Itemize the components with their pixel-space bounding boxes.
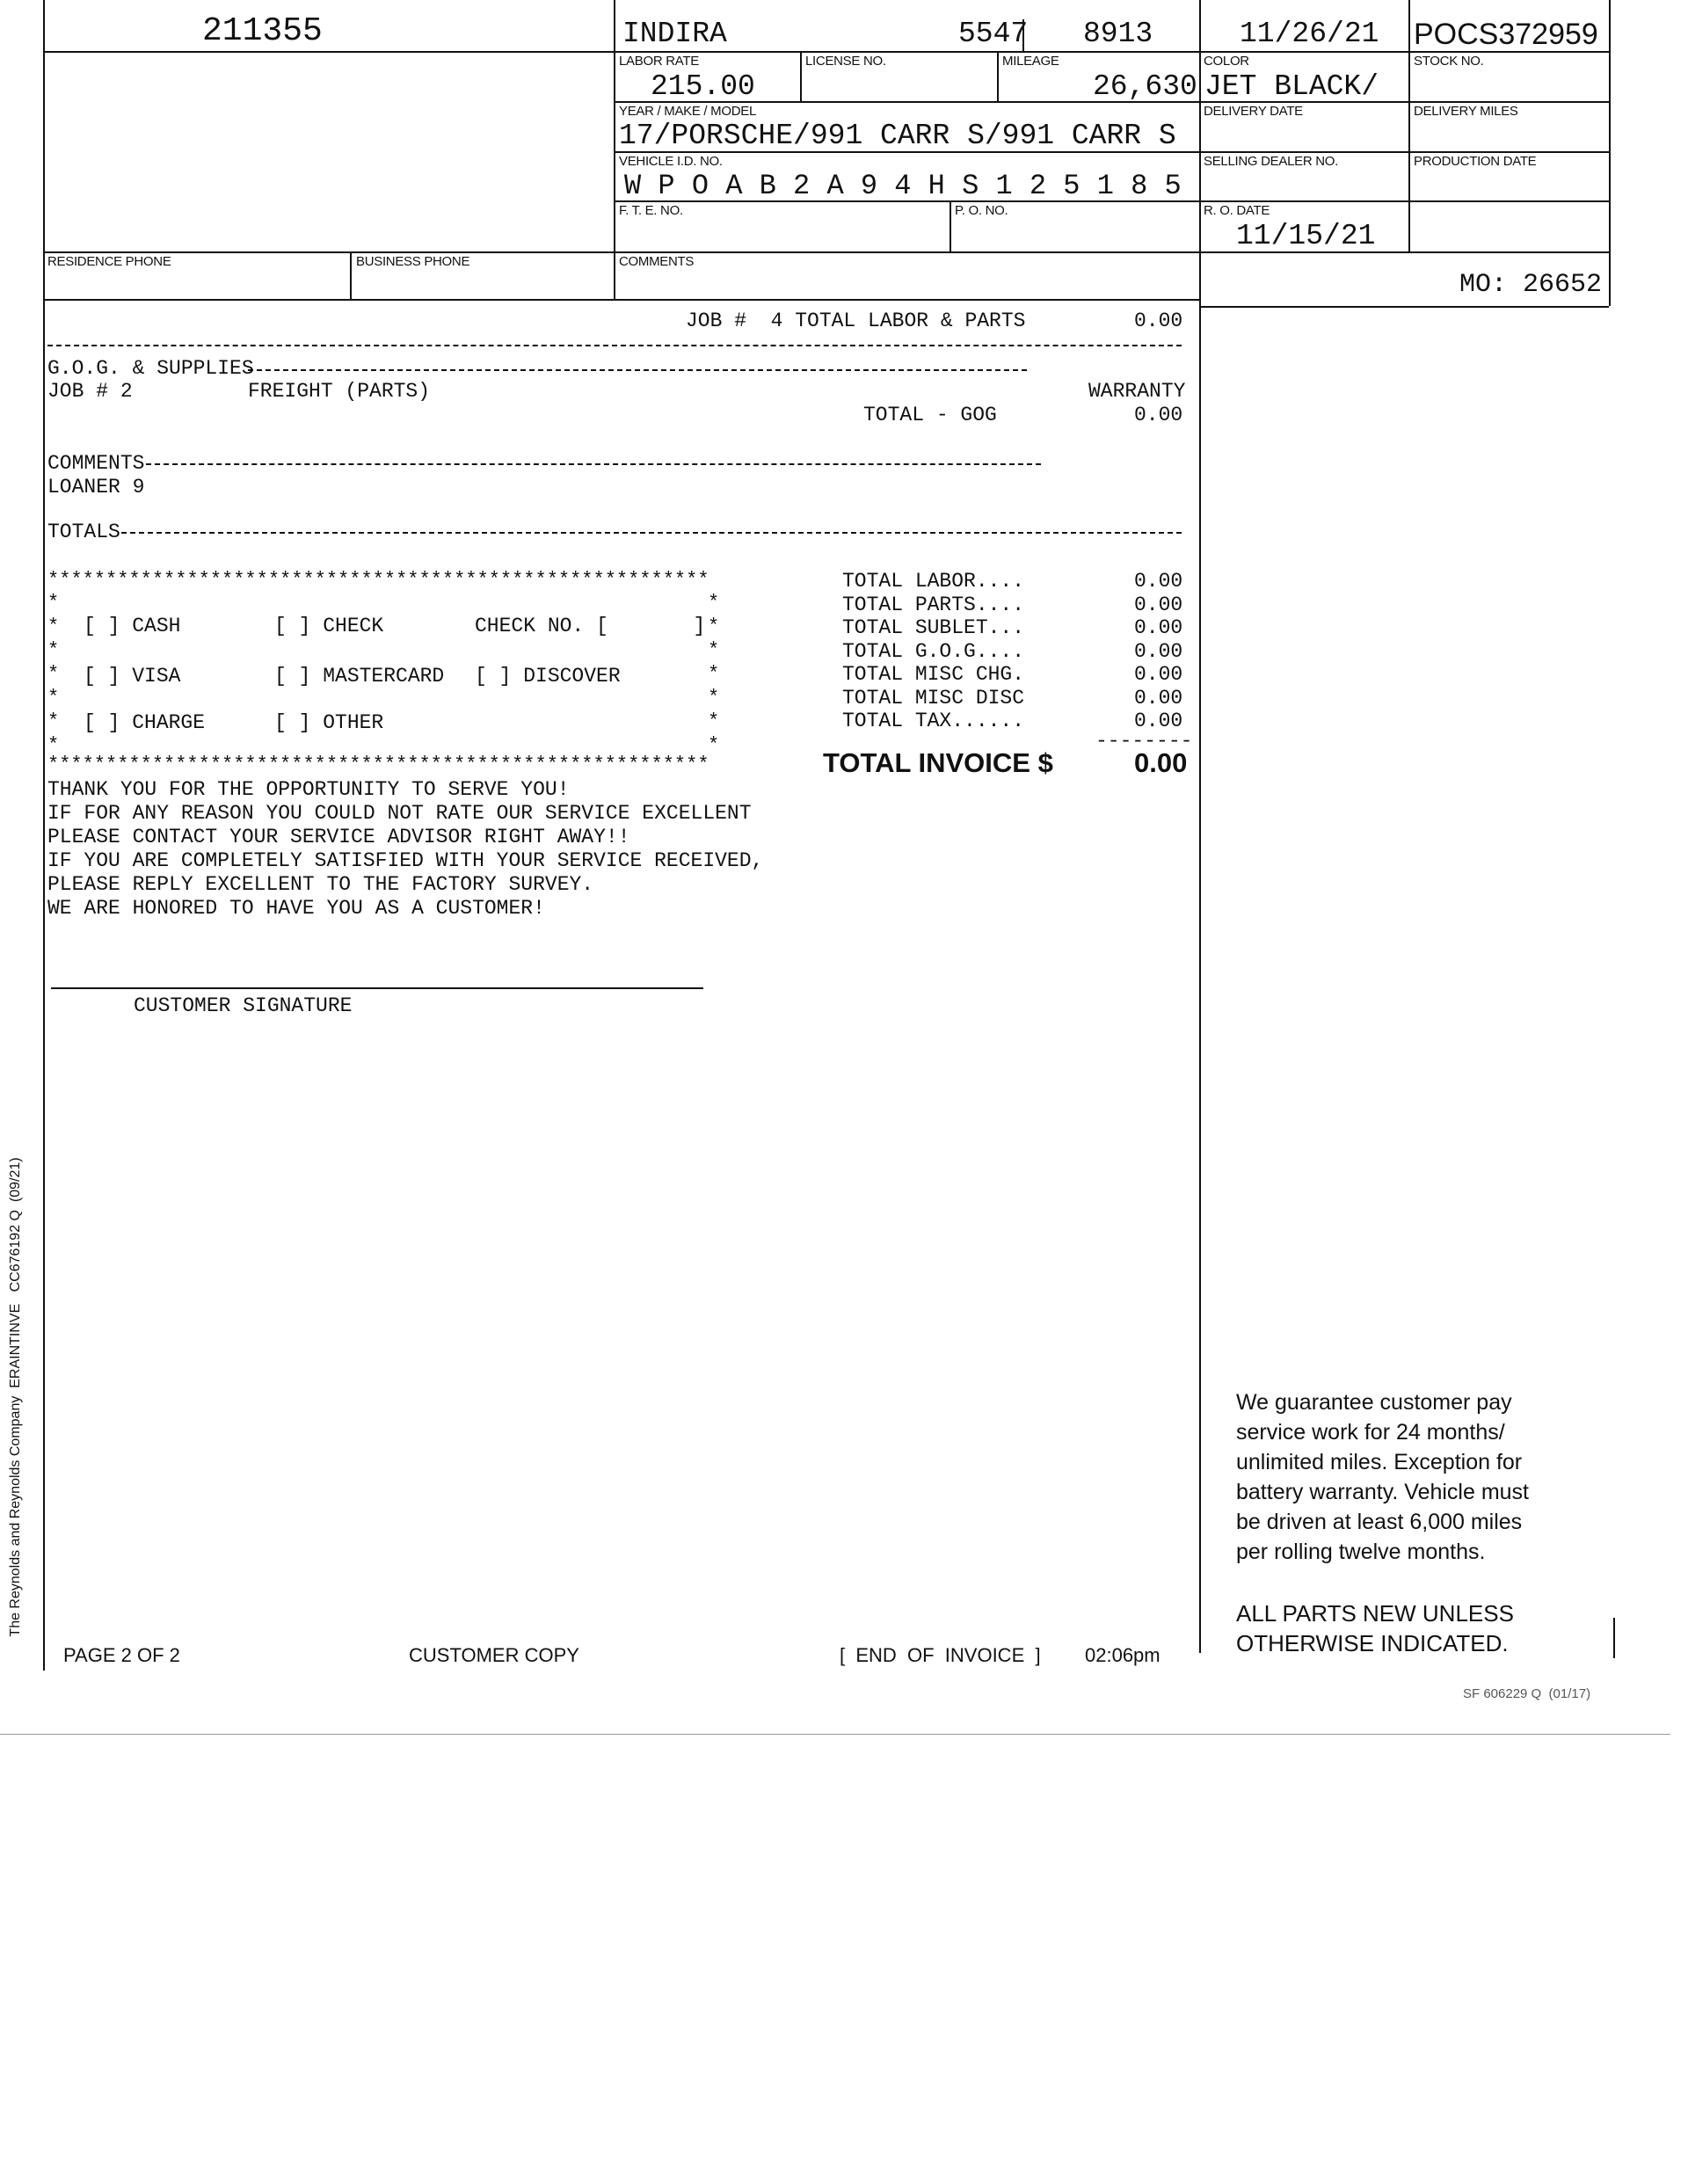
message-line: IF FOR ANY REASON YOU COULD NOT RATE OUR SERVICE EXCELLENT — [47, 802, 752, 825]
comments-label: COMMENTS — [619, 254, 695, 269]
copy-type: CUSTOMER COPY — [409, 1644, 579, 1666]
ro-date-value: 11/15/21 — [1236, 220, 1376, 252]
vin-label: VEHICLE I.D. NO. — [619, 154, 723, 169]
parts-notice-line: OTHERWISE INDICATED. — [1236, 1630, 1509, 1656]
parts-notice — [1236, 1598, 1514, 1658]
phone-part-2: 8913 — [1083, 18, 1153, 50]
total-row-label: TOTAL PARTS.... — [842, 593, 1025, 616]
total-gog-label: TOTAL - GOG — [863, 404, 997, 426]
totals-header: TOTALS — [47, 521, 120, 543]
guarantee-text — [1236, 1387, 1529, 1567]
guarantee-line: unlimited miles. Exception for — [1236, 1450, 1523, 1474]
guarantee-line: We guarantee customer pay — [1236, 1390, 1512, 1415]
mileage-value: 26,630 — [1093, 70, 1197, 103]
payment-box-right-stars: * * * * * * * — [708, 592, 720, 756]
po-label: P. O. NO. — [955, 203, 1008, 218]
po-divider — [950, 200, 951, 251]
total-row — [842, 593, 1194, 617]
phone-part-1: 5547 — [958, 18, 1029, 50]
header-rule-7 — [1199, 306, 1609, 308]
stock-label: STOCK NO. — [1414, 54, 1484, 69]
header-divider-3 — [1408, 0, 1410, 251]
parts-notice-line: ALL PARTS NEW UNLESS — [1236, 1600, 1514, 1627]
comments-dash-rule — [146, 463, 1041, 465]
total-row — [842, 616, 1194, 640]
invoice-date: 11/26/21 — [1240, 18, 1379, 50]
delivery-miles-label: DELIVERY MILES — [1414, 104, 1518, 119]
guarantee-line: be driven at least 6,000 miles — [1236, 1510, 1523, 1534]
total-row-amount: 0.00 — [1134, 570, 1183, 593]
total-row-amount: 0.00 — [1134, 639, 1183, 663]
job2-label: JOB # 2 — [47, 380, 133, 403]
side-vertical-text: The Reynolds and Reynolds Company ERAINTINVE CC676192 Q (09/21) — [8, 1157, 23, 1637]
totals-separator: -------- — [1095, 730, 1193, 753]
total-row-label: TOTAL G.O.G.... — [842, 639, 1025, 663]
production-date-label: PRODUCTION DATE — [1414, 154, 1537, 169]
color-value: JET BLACK/ — [1204, 70, 1379, 103]
print-time: 02:06pm — [1085, 1644, 1160, 1666]
header-rule-6 — [43, 299, 1199, 301]
signature-line[interactable] — [51, 987, 703, 989]
mileage-divider — [997, 51, 999, 101]
comment-line: LOANER 9 — [47, 476, 145, 499]
year-make-model-value: 17/PORSCHE/991 CARR S/991 CARR S — [619, 120, 1176, 152]
vin-value: W P O A B 2 A 9 4 H S 1 2 5 1 8 5 — [624, 170, 1182, 202]
charge-option[interactable]: [ ] CHARGE — [84, 711, 206, 734]
job4-amount: 0.00 — [1134, 309, 1183, 332]
license-label: LICENSE NO. — [805, 54, 886, 69]
message-line: PLEASE CONTACT YOUR SERVICE ADVISOR RIGHT AWAY!! — [47, 826, 630, 848]
payment-box-top: ********************************************************* — [47, 569, 709, 591]
form-left-border — [43, 0, 45, 1671]
total-row-label: TOTAL MISC DISC — [842, 686, 1025, 710]
total-row-label: TOTAL TAX...... — [842, 710, 1025, 732]
thank-you-message — [47, 778, 763, 921]
job2-type: WARRANTY — [1088, 380, 1186, 403]
message-line: WE ARE HONORED TO HAVE YOU AS A CUSTOMER! — [47, 897, 545, 920]
right-border-lower — [1613, 1618, 1615, 1658]
totals-table — [842, 570, 1194, 733]
delivery-date-label: DELIVERY DATE — [1204, 104, 1303, 119]
total-invoice-label: TOTAL INVOICE $ — [823, 747, 1053, 778]
check-option[interactable]: [ ] CHECK — [274, 615, 384, 637]
total-row — [842, 687, 1194, 710]
guarantee-line: battery warranty. Vehicle must — [1236, 1480, 1530, 1504]
comments-header: COMMENTS — [47, 452, 145, 475]
form-code: SF 606229 Q (01/17) — [1463, 1686, 1591, 1701]
signature-label: CUSTOMER SIGNATURE — [134, 994, 353, 1017]
guarantee-line: per rolling twelve months. — [1236, 1540, 1486, 1564]
other-option[interactable]: [ ] OTHER — [274, 711, 384, 734]
invoice-id: POCS372959 — [1414, 18, 1598, 51]
license-divider — [800, 51, 802, 101]
mileage-label: MILEAGE — [1002, 54, 1059, 69]
total-row-amount: 0.00 — [1134, 663, 1183, 686]
labor-rate-label: LABOR RATE — [619, 54, 699, 69]
total-row-label: TOTAL SUBLET... — [842, 616, 1025, 639]
gog-header: G.O.G. & SUPPLIES — [47, 357, 254, 380]
mastercard-option[interactable]: [ ] MASTERCARD — [274, 665, 445, 688]
discover-option[interactable]: [ ] DISCOVER — [475, 665, 621, 688]
total-row — [842, 663, 1194, 687]
job4-line: JOB # 4 TOTAL LABOR & PARTS — [686, 309, 1026, 332]
guarantee-line: service work for 24 months/ — [1236, 1420, 1505, 1445]
total-row — [842, 640, 1194, 664]
total-row-amount: 0.00 — [1134, 710, 1183, 732]
ro-number: 211355 — [202, 12, 323, 50]
fte-label: F. T. E. NO. — [619, 203, 683, 218]
payment-box-left-stars: * * * * * * * — [47, 592, 60, 756]
message-line: IF YOU ARE COMPLETELY SATISFIED WITH YOUR SERVICE RECEIVED, — [47, 849, 764, 872]
ro-date-label: R. O. DATE — [1204, 203, 1270, 218]
gog-dash-rule — [248, 369, 1027, 371]
total-row-amount: 0.00 — [1134, 593, 1183, 616]
total-invoice-amount: 0.00 — [1134, 747, 1188, 778]
total-row-label: TOTAL MISC CHG. — [842, 663, 1025, 686]
customer-name: INDIRA — [622, 18, 727, 50]
form-right-border — [1609, 0, 1611, 306]
job4-dash-rule — [47, 345, 1182, 346]
message-line: THANK YOU FOR THE OPPORTUNITY TO SERVE YOU! — [47, 778, 570, 801]
end-of-invoice: [ END OF INVOICE ] — [840, 1644, 1041, 1666]
page-bottom-rule — [0, 1734, 1670, 1735]
cash-option[interactable]: [ ] CASH — [84, 615, 181, 637]
visa-option[interactable]: [ ] VISA — [84, 665, 181, 688]
message-line: PLEASE REPLY EXCELLENT TO THE FACTORY SURVEY. — [47, 873, 594, 896]
header-divider-1 — [614, 0, 615, 299]
business-phone-divider — [350, 251, 352, 299]
header-divider-2 — [1199, 0, 1201, 1653]
selling-dealer-label: SELLING DEALER NO. — [1204, 154, 1338, 169]
total-row-amount: 0.00 — [1134, 686, 1183, 710]
labor-rate-value: 215.00 — [651, 70, 755, 103]
check-number-field[interactable]: CHECK NO. [ ] — [475, 615, 706, 637]
residence-phone-label: RESIDENCE PHONE — [47, 254, 171, 269]
total-gog-amount: 0.00 — [1134, 404, 1183, 426]
job2-desc: FREIGHT (PARTS) — [248, 380, 431, 403]
total-row-label: TOTAL LABOR.... — [842, 570, 1025, 593]
page-number: PAGE 2 OF 2 — [63, 1644, 180, 1666]
header-rule-1 — [43, 51, 1609, 53]
business-phone-label: BUSINESS PHONE — [356, 254, 470, 269]
mo-number: MO: 26652 — [1459, 270, 1603, 300]
totals-dash-rule — [121, 532, 1182, 534]
total-row — [842, 570, 1194, 593]
year-make-model-label: YEAR / MAKE / MODEL — [619, 104, 757, 119]
payment-box-bottom: ********************************************************* — [47, 753, 709, 775]
color-label: COLOR — [1204, 54, 1249, 69]
total-row-amount: 0.00 — [1134, 616, 1183, 639]
